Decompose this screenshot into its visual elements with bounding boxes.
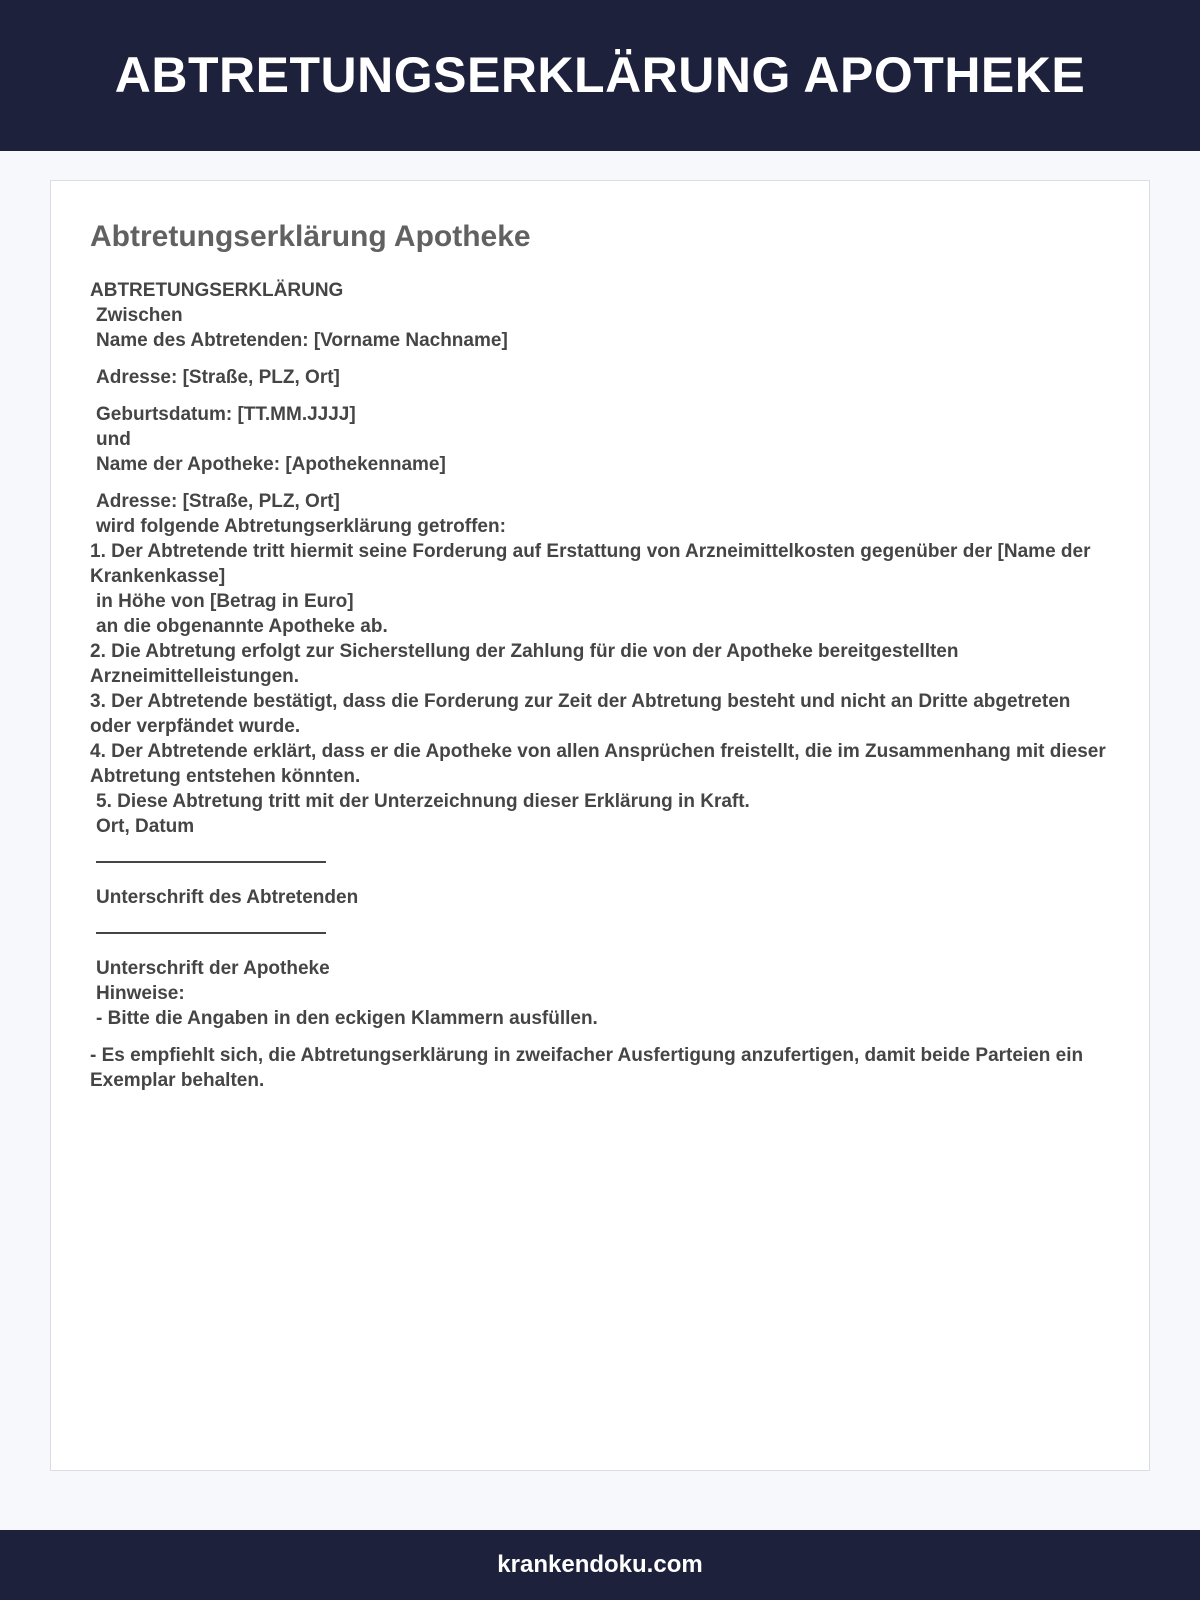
document-card <box>50 180 1150 1471</box>
hinweise-heading: Hinweise: <box>96 983 185 1004</box>
signature-label-apotheke: Unterschrift der Apotheke <box>96 958 330 979</box>
geburtsdatum-field: Geburtsdatum: [TT.MM.JJJJ] <box>96 404 356 425</box>
signature-line-abtretender <box>96 861 326 863</box>
hinweis-1: - Bitte die Angaben in den eckigen Klammern ausfüllen. <box>96 1008 598 1029</box>
paragraph-3: 3. Der Abtretende bestätigt, dass die Forderung zur Zeit der Abtretung besteht und nicht an Dritte abgetreten oder verpfändet wurde. <box>90 691 1076 737</box>
getroffen-text: wird folgende Abtretungserklärung getroffen: <box>96 516 506 537</box>
paragraph-4: 4. Der Abtretende erklärt, dass er die Apotheke von allen Ansprüchen freistellt, die im Zusammenhang mit dieser Abtretung entstehen könnten. <box>90 741 1111 787</box>
paragraph-1: 1. Der Abtretende tritt hiermit seine Forderung auf Erstattung von Arzneimittelkosten gegenüber der [Name der Krankenkasse] <box>90 541 1096 587</box>
name-abtretender-field: Name des Abtretenden: [Vorname Nachname] <box>96 330 508 351</box>
signature-line-apotheke <box>96 932 326 934</box>
document-title: ABTRETUNGSERKLÄRUNG <box>90 280 344 301</box>
page-title: ABTRETUNGSERKLÄRUNG APOTHEKE <box>114 46 1086 103</box>
paragraph-2: 2. Die Abtretung erfolgt zur Sicherstellung der Zahlung für die von der Apotheke bereitgestellten Arzneimittelleistungen. <box>90 641 964 687</box>
page-footer <box>0 1530 1200 1600</box>
signature-label-abtretender: Unterschrift des Abtretenden <box>96 887 359 908</box>
name-apotheke-field: Name der Apotheke: [Apothekenname] <box>96 454 446 475</box>
adresse-abtretender-field: Adresse: [Straße, PLZ, Ort] <box>96 367 340 388</box>
document-body <box>90 278 1110 1093</box>
footer-site-link[interactable]: krankendoku.com <box>497 1551 703 1578</box>
document-heading: Abtretungserklärung Apotheke <box>90 220 531 253</box>
zwischen-text: Zwischen <box>96 305 183 326</box>
adresse-apotheke-field: Adresse: [Straße, PLZ, Ort] <box>96 491 340 512</box>
ort-datum-label: Ort, Datum <box>96 816 195 837</box>
hinweis-2: - Es empfiehlt sich, die Abtretungserklärung in zweifacher Ausfertigung anzufertigen, damit beide Parteien ein Exemplar behalten. <box>90 1045 1089 1091</box>
abtretung-text: an die obgenannte Apotheke ab. <box>96 616 388 637</box>
page-header <box>0 0 1200 151</box>
betrag-field: in Höhe von [Betrag in Euro] <box>96 591 354 612</box>
und-text: und <box>96 429 131 450</box>
paragraph-5: 5. Diese Abtretung tritt mit der Unterzeichnung dieser Erklärung in Kraft. <box>96 791 750 812</box>
